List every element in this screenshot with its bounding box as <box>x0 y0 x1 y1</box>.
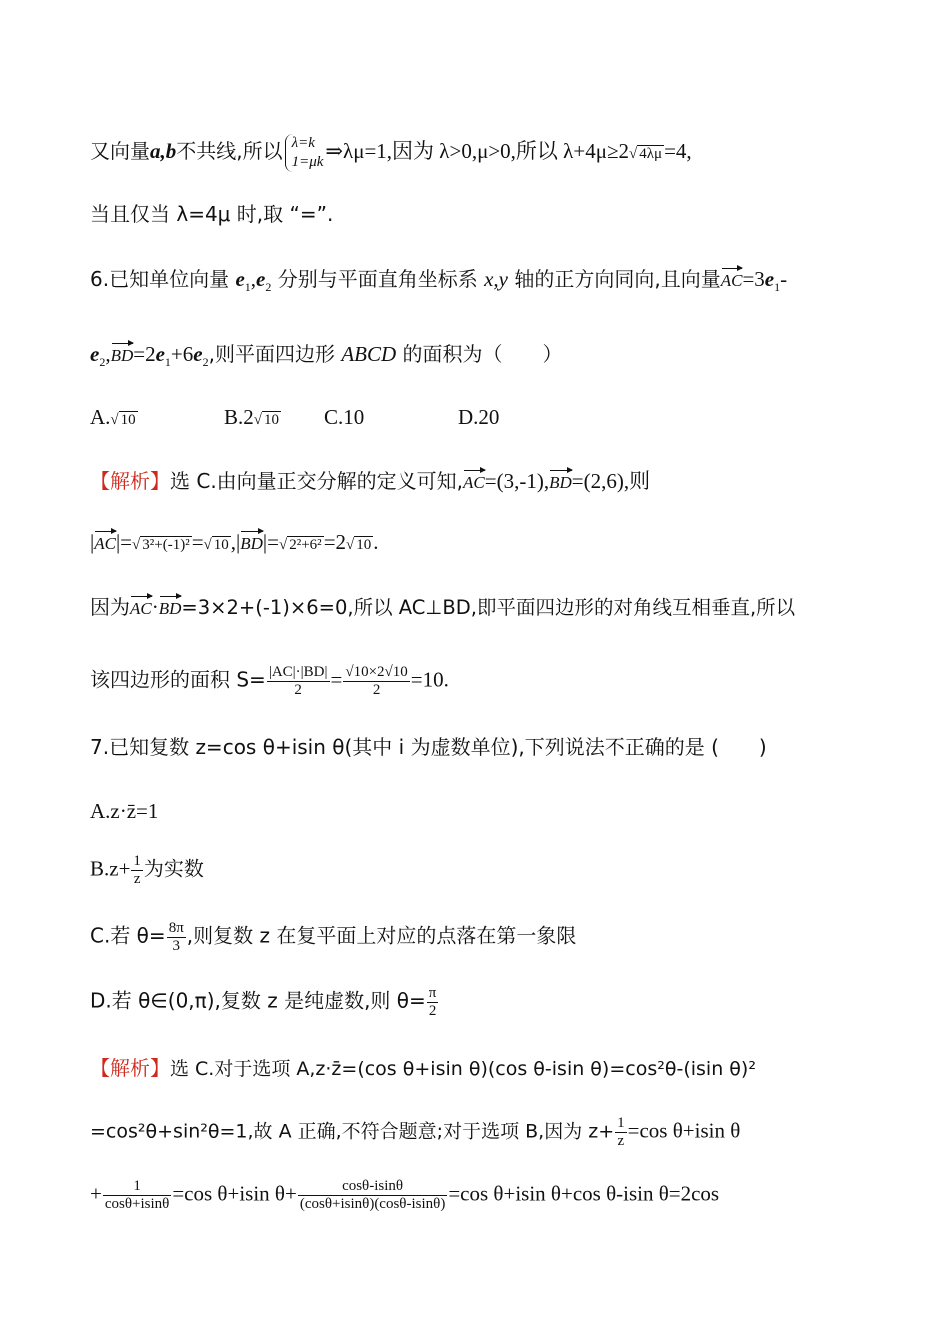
option-a[interactable]: A.√ 10 <box>90 405 136 429</box>
text: A.z·z̄=1 <box>90 799 159 823</box>
question-6-line-1 <box>90 265 862 301</box>
vector-ac: AC <box>130 595 152 623</box>
text: |= <box>115 530 133 554</box>
text: +6 <box>170 342 194 366</box>
radical: √ 3²+(-1)² <box>132 537 190 553</box>
text: ⇒λμ=1,因为 λ>0,μ>0,所以 λ+4μ≥2 <box>325 138 629 163</box>
text: =2 <box>133 342 156 366</box>
text: =cos θ+isin θ+ <box>172 1181 297 1206</box>
analysis-7-line-2 <box>90 1115 862 1150</box>
text: e <box>235 267 245 291</box>
vector-ac: AC <box>721 267 743 295</box>
text: 2 <box>99 355 106 370</box>
text: | <box>90 530 95 554</box>
text: |= <box>262 530 279 554</box>
text: =10. <box>410 667 449 692</box>
text: 7.已知复数 z=cos θ+isin θ(其中 i 为虚数单位),下列说法不正确的是 ( ) <box>90 735 767 759</box>
text: + <box>90 1181 102 1206</box>
text-line-2 <box>90 200 862 228</box>
text: =(2,6),则 <box>571 469 651 493</box>
vector-bd: BD <box>240 530 263 558</box>
text: 选 C.由向量正交分解的定义可知, <box>170 469 464 493</box>
fraction: $\frac{\pi}{2}$ <box>428 985 437 1019</box>
text: 1 <box>164 355 171 370</box>
analysis-7-line-3 <box>90 1178 862 1213</box>
text: 因为 <box>90 595 130 619</box>
text-line-1 <box>90 134 862 172</box>
text: ,则复数 z 在复平面上对应的点落在第一象限 <box>186 923 577 948</box>
question-7-stem <box>90 733 862 761</box>
vector-ac: AC <box>94 530 116 558</box>
equation-system: λ=k 1=μk <box>285 134 324 172</box>
option-b[interactable] <box>90 853 862 888</box>
text: C.若 θ= <box>90 923 166 948</box>
text: · <box>151 595 159 619</box>
analysis-tag: 【解析】 <box>90 469 170 493</box>
text: 2 <box>202 355 209 370</box>
vector-bd: BD <box>111 342 134 370</box>
question-6-line-2 <box>90 340 862 376</box>
analysis-6-line-2 <box>90 528 862 559</box>
text: 分别与平面直角坐标系 <box>271 267 485 291</box>
text: D.若 θ∈(0,π),复数 z 是纯虚数,则 θ= <box>90 988 426 1013</box>
text: = <box>330 667 343 692</box>
text: ,则平面四边形 <box>208 342 342 366</box>
analysis-tag: 【解析】 <box>90 1056 170 1080</box>
text: = <box>191 530 204 554</box>
text: . <box>373 530 379 554</box>
radical: √ 2²+6² <box>278 537 322 553</box>
option-b[interactable]: B.2√ 10 <box>224 405 279 429</box>
text: =4, <box>664 138 692 163</box>
text: , <box>105 342 111 366</box>
text: 2 <box>265 280 272 295</box>
text: ,| <box>230 530 241 554</box>
text: 1 <box>774 280 781 295</box>
option-d[interactable]: D.20 <box>458 405 500 429</box>
text: 1 <box>244 280 251 295</box>
text: e <box>256 267 266 291</box>
fraction: $\frac{√10\times 2√10}{2}$ <box>345 664 408 698</box>
fraction: $\frac{|AC|\cdot|BD|}{2}$ <box>268 664 328 698</box>
text: 的面积为（ ） <box>396 342 563 366</box>
text: =cos θ+isin θ <box>627 1118 741 1143</box>
text: 不共线,所以 <box>176 138 283 163</box>
text: =cos²θ+sin²θ=1,故 A 正确,不符合题意;对于选项 B,因为 z+ <box>90 1120 615 1143</box>
analysis-6-line-3 <box>90 593 862 623</box>
fraction: $\frac{8\pi}{3}$ <box>168 920 184 954</box>
radical: √ 4λμ <box>629 145 663 162</box>
text: e <box>155 342 165 366</box>
text: 又向量 <box>90 138 150 163</box>
fraction: $\frac{1}{z}$ <box>133 853 141 887</box>
text: 该四边形的面积 S= <box>90 667 266 692</box>
analysis-6-line-1 <box>90 467 862 497</box>
analysis-7-line-1 <box>90 1054 862 1083</box>
text: =3 <box>742 267 765 291</box>
text: =cos θ+isin θ+cos θ-isin θ=2cos <box>448 1181 720 1206</box>
option-d[interactable] <box>90 985 862 1020</box>
fraction: $\frac{\cos\theta-isin\theta}{(\cos\theta+isin\theta)(\cos\theta-isin\theta)}$ <box>299 1178 446 1212</box>
text: e <box>764 267 775 291</box>
text: B.z+ <box>90 856 131 881</box>
vector-bd: BD <box>549 469 572 497</box>
radical: √ 10 <box>203 537 229 553</box>
text: a,b <box>150 138 177 163</box>
text: ABCD <box>341 342 397 366</box>
option-c[interactable] <box>90 920 862 955</box>
fraction: $\frac{1}{z}$ <box>617 1115 625 1149</box>
text: x,y <box>484 267 508 291</box>
text: , <box>250 267 257 291</box>
vector-bd: BD <box>159 595 182 623</box>
radical: √ 10 <box>346 537 372 553</box>
text: =(3,-1), <box>484 469 550 493</box>
analysis-6-line-4 <box>90 664 862 699</box>
text: 6.已知单位向量 <box>90 267 236 291</box>
text: =2 <box>323 530 347 554</box>
text: 轴的正方向同向,且向量 <box>507 267 721 291</box>
text: 为实数 <box>143 856 204 881</box>
option-c[interactable]: C.10 <box>324 405 365 429</box>
text: e <box>90 342 100 366</box>
text: - <box>780 267 788 291</box>
text: e <box>193 342 203 366</box>
vector-ac: AC <box>463 469 485 497</box>
fraction: $\frac{1}{\cos\theta+isin\theta}$ <box>104 1178 170 1212</box>
option-a[interactable] <box>90 797 862 825</box>
text: 选 C.对于选项 A,z·z̄=(cos θ+isin θ)(cos θ-isin θ)=cos²θ-(isin θ)² <box>170 1058 756 1080</box>
text: 当且仅当 λ=4μ 时,取 “=”. <box>90 202 334 226</box>
text: =3×2+(-1)×6=0,所以 AC⊥BD,即平面四边形的对角线互相垂直,所以 <box>181 596 796 619</box>
